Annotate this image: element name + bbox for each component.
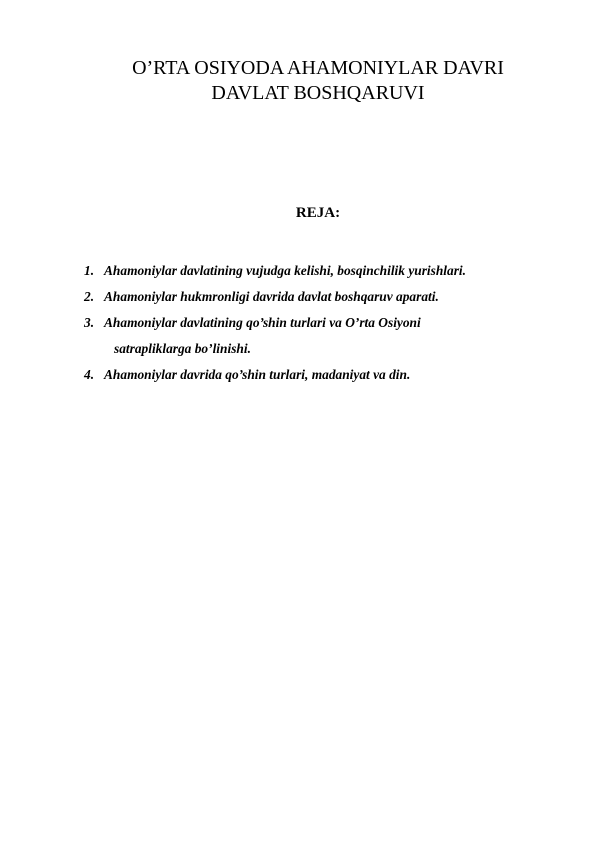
plan-item-number: 2. <box>84 289 95 304</box>
plan-item-continuation: satrapliklarga bo’linishi. <box>114 341 251 356</box>
title-line-2: DAVLAT BOSHQARUVI <box>211 82 425 104</box>
plan-item-text: Ahamoniylar davrida qo’shin turlari, madaniyat va din. <box>104 367 411 382</box>
document-title <box>60 56 576 106</box>
plan-item-number: 1. <box>84 263 95 278</box>
plan-item-number: 3. <box>84 315 95 330</box>
plan-item-2 <box>84 284 564 310</box>
plan-heading: REJA: <box>295 205 341 221</box>
plan-list <box>84 258 564 388</box>
plan-item-text: Ahamoniylar davlatining qo’shin turlari va O’rta Osiyoni <box>104 315 421 330</box>
plan-item-1 <box>84 258 564 284</box>
title-line-1: O’RTA OSIYODA AHAMONIYLAR DAVRI <box>132 57 504 79</box>
plan-item-number: 4. <box>84 367 95 382</box>
plan-item-3 <box>84 310 564 362</box>
plan-item-text: Ahamoniylar davlatining vujudga kelishi, bosqinchilik yurishlari. <box>104 263 466 278</box>
plan-item-4 <box>84 362 564 388</box>
plan-item-text: Ahamoniylar hukmronligi davrida davlat boshqaruv aparati. <box>104 289 439 304</box>
